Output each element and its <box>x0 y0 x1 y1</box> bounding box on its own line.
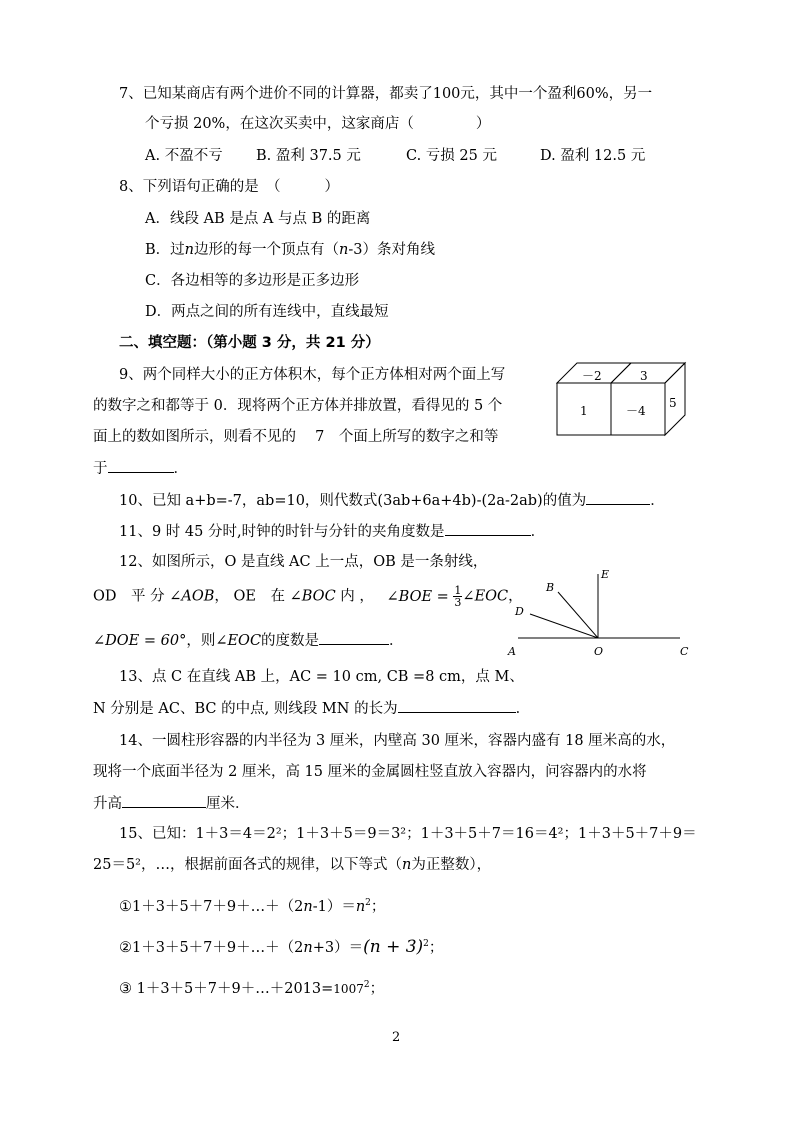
q7-line2-text: 个亏损 20%，在这次买卖中，这家商店（ <box>145 116 414 132</box>
label-a: A <box>508 645 516 658</box>
label-o: O <box>594 645 604 658</box>
q12-end: ． <box>389 633 404 649</box>
label-b: B <box>546 581 555 594</box>
q15-f2-sup: 2 <box>423 939 429 949</box>
cube-label-top-left: －2 <box>582 369 602 383</box>
q10-end: ． <box>650 493 665 509</box>
q12-answer-blank <box>319 630 389 645</box>
label-d: D <box>515 605 524 618</box>
q12-angle-eoc: ∠EOC <box>462 588 509 605</box>
q15-f3-sup: 2 <box>363 980 370 990</box>
q12-angle-aob: ∠AOB <box>169 588 215 605</box>
q13-line2 <box>93 698 530 719</box>
q15-f1-sup: 2 <box>365 898 371 908</box>
q12-line3 <box>93 630 404 651</box>
q15-line1: 15、已知：1＋3＝4＝2²；1＋3＋5＝9＝3²；1＋3＋5＋7＝16＝4²；1＋3＋5＋7＋9＝ <box>119 826 697 842</box>
q11-text: 11、9 时 45 分时,时钟的时针与分针的夹角度数是 <box>119 524 445 540</box>
label-c: C <box>680 645 689 658</box>
q8-option-c: C．各边相等的多边形是正多边形 <box>145 273 360 289</box>
q7-paren-close: ） <box>475 116 491 132</box>
q15-f3-end: ； <box>369 980 385 997</box>
q15-formula3 <box>119 975 384 999</box>
q7-option-b: B. 盈利 37.5 元 <box>256 148 361 164</box>
q11-line <box>119 521 545 542</box>
q13-end: ． <box>515 701 531 717</box>
q12-angle-eoc-2: ∠EOC <box>215 633 262 649</box>
q12-line2 <box>93 585 523 608</box>
q7-option-a: A. 不盈不亏 <box>145 148 223 164</box>
page-number: 2 <box>392 1030 401 1045</box>
q14-line3 <box>93 793 250 814</box>
q7-line2 <box>145 114 490 134</box>
section-title: 二、填空题：（第小题 3 分，共 21 分） <box>119 335 380 351</box>
q8-option-d: D．两点之间的所有连线中，直线最短 <box>145 304 389 320</box>
q15-f3-res: 1007 <box>333 981 364 996</box>
q15-f1-res: n <box>355 898 366 915</box>
q12-angle-doe: ∠DOE = 60° <box>93 633 187 649</box>
q12-frac-num: 1 <box>454 584 462 597</box>
q7-option-c: C. 亏损 25 元 <box>406 148 497 164</box>
q12-angle-boe: ∠BOE = <box>386 588 449 605</box>
q15-f3-pre: ③ 1＋3＋5＋7＋9＋…＋2013= <box>119 980 334 997</box>
q12-nei-text: 内 ， <box>335 588 374 605</box>
q12-od-text: OD 平 分 <box>93 588 170 605</box>
q15-line2-text: 25＝5²，…，根据前面各式的规律，以下等式（ <box>93 857 402 873</box>
q15-f2-n: n <box>303 939 313 956</box>
q14-answer-blank <box>122 793 206 808</box>
q15-f1-pre: ①1＋3＋5＋7＋9＋…＋（2 <box>119 898 304 915</box>
q13-text: N 分别是 AC、BC 的中点, 则线段 MN 的长为 <box>93 701 398 717</box>
q9-line4 <box>93 458 188 479</box>
cube-label-side: 5 <box>669 396 677 410</box>
q15-n: n <box>402 857 412 873</box>
q8-stem-text: 8、下列语句正确的是 （ <box>119 179 281 195</box>
q8-option-b <box>145 240 435 260</box>
q8-stem <box>119 177 339 197</box>
q11-answer-blank <box>445 521 531 536</box>
q13-line1: 13、点 C 在直线 AB 上，AC = 10 cm, CB =8 cm，点 M、 <box>119 669 524 685</box>
q13-answer-blank <box>398 698 516 713</box>
q10-line <box>119 490 665 511</box>
q8-b-pre: B．过 <box>145 242 185 258</box>
q15-line2 <box>93 855 491 875</box>
q15-f2-end: ； <box>428 939 444 956</box>
q8-option-a: A．线段 AB 是点 A 与点 B 的距离 <box>145 211 371 227</box>
q8-b-n: n <box>184 242 194 258</box>
q12-comma: ， <box>508 588 523 605</box>
q15-formula2 <box>119 934 443 958</box>
q15-f1-end: ； <box>370 898 386 915</box>
q10-answer-blank <box>586 490 650 505</box>
q12-oe-text: ， OE 在 <box>214 588 290 605</box>
q12-degree-text: 的度数是 <box>261 633 320 649</box>
q9-line1: 9、两个同样大小的正方体积木，每个正方体相对两个面上写 <box>119 367 506 383</box>
q7-option-d: D. 盈利 12.5 元 <box>540 148 646 164</box>
q8-b-n2: n <box>339 242 349 258</box>
cube-figure <box>556 360 688 438</box>
q14-unit: 厘米． <box>206 796 250 812</box>
q9-end: ． <box>173 461 188 477</box>
q14-line2: 现将一个底面半径为 2 厘米，高 15 厘米的金属圆柱竖直放入容器内，问容器内的水将 <box>93 764 647 780</box>
q9-answer-blank <box>108 458 174 473</box>
q15-f1-n: n <box>303 898 313 915</box>
q7-line1: 7、已知某商店有两个进价不同的计算器，都卖了100元，其中一个盈利60%，另一 <box>119 86 653 102</box>
q15-f1-mid: -1）＝ <box>312 898 356 915</box>
q12-frac-den: 3 <box>454 596 462 609</box>
angle-figure <box>500 562 700 662</box>
q14-rise: 升高 <box>93 796 122 812</box>
cube-label-front-left: 1 <box>580 404 588 418</box>
q15-line2-end: 为正整数）， <box>411 857 492 873</box>
cube-label-front-right: －4 <box>626 404 646 418</box>
q8-b-post: -3）条对角线 <box>348 242 435 258</box>
q8-b-mid: 边形的每一个顶点有（ <box>194 242 339 258</box>
cube-label-top-right: 3 <box>640 369 648 383</box>
q9-line3: 面上的数如图所示，则看不见的 7 个面上所写的数字之和等 <box>93 429 499 445</box>
label-e: E <box>601 568 610 581</box>
q15-f2-res: (n + 3) <box>363 936 424 957</box>
q15-f2-pre: ②1＋3＋5＋7＋9＋…＋（2 <box>119 939 304 956</box>
q12-then: ，则 <box>186 633 216 649</box>
q15-formula1 <box>119 893 385 917</box>
q12-line1: 12、如图所示，O 是直线 AC 上一点，OB 是一条射线， <box>119 554 488 570</box>
cube2-top-face <box>611 363 685 383</box>
q11-end: ． <box>530 524 546 540</box>
q9-yu: 于 <box>93 461 108 477</box>
q14-line1: 14、一圆柱形容器的内半径为 3 厘米，内壁高 30 厘米，容器内盛有 18 厘米高的水， <box>119 733 676 749</box>
q8-paren-close: ） <box>324 179 339 195</box>
q9-line2: 的数字之和都等于 0．现将两个正方体并排放置，看得见的 5 个 <box>93 398 503 414</box>
q12-angle-boc: ∠BOC <box>289 588 336 605</box>
q15-f2-mid: +3）＝ <box>312 939 364 956</box>
q10-text: 10、已知 a+b=-7，ab=10，则代数式(3ab+6a+4b)-(2a-2ab)的值为 <box>119 493 587 509</box>
